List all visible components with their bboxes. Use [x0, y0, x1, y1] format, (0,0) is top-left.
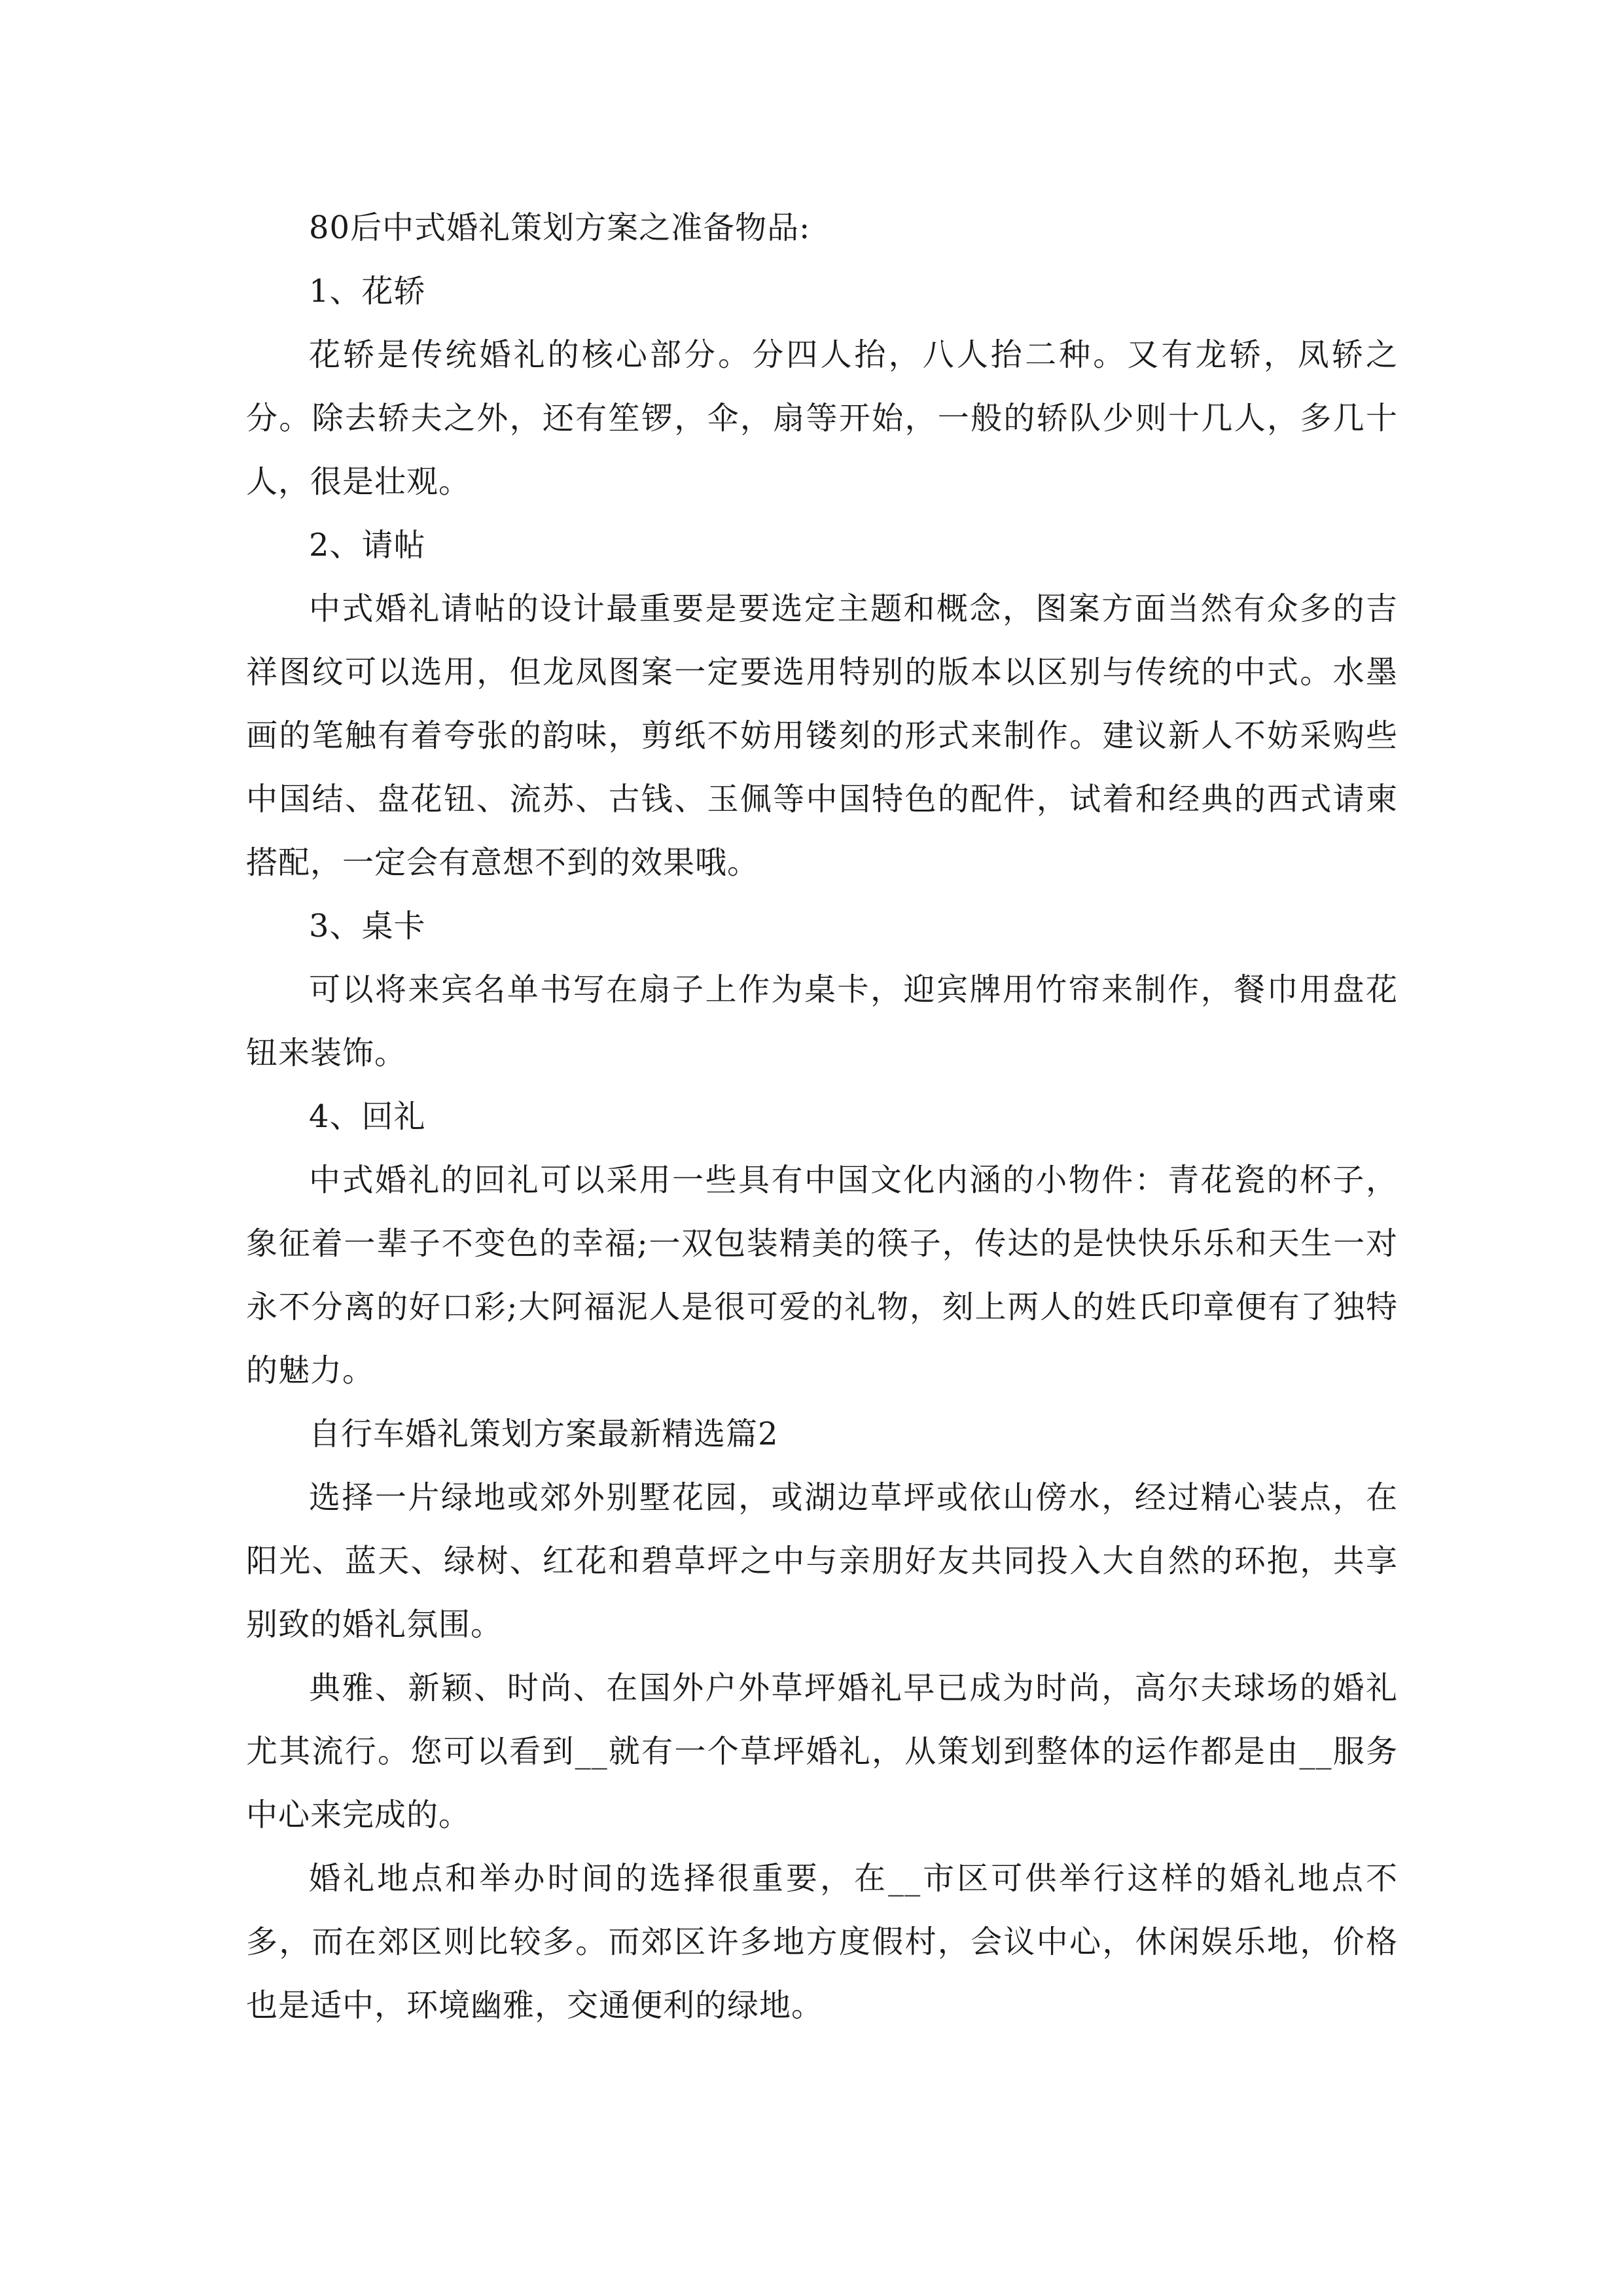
section-heading-invitation: 2、请帖 — [309, 527, 426, 564]
article-title-bicycle-wedding: 自行车婚礼策划方案最新精选篇2 — [309, 1416, 779, 1452]
paragraph-invitation: 中式婚礼请帖的设计最重要是要选定主题和概念，图案方面当然有众多的吉祥图纹可以选用，但龙凤图案一定要选用特别的版本以区别与传统的中式。水墨画的笔触有着夸张的韵味，剪纸不妨用镂刻的形式来制作。建议新人不妨采购些中国结、盘花钮、流苏、古钱、玉佩等中国特色的配件，试着和经典的西式请柬搭配，一定会有意想不到的效果哦。 — [246, 590, 1398, 881]
paragraph-return-gift: 中式婚礼的回礼可以采用一些具有中国文化内涵的小物件：青花瓷的杯子，象征着一辈子不变色的幸福;一双包装精美的筷子，传达的是快快乐乐和天生一对永不分离的好口彩;大阿福泥人是很可爱的礼物，刻上两人的姓氏印章便有了独特的魅力。 — [246, 1162, 1398, 1389]
section-heading-return-gift: 4、回礼 — [309, 1098, 426, 1135]
paragraph-flower-sedan: 花轿是传统婚礼的核心部分。分四人抬，八人抬二种。又有龙轿，凤轿之分。除去轿夫之外，还有笙锣，伞，扇等开始，一般的轿队少则十几人，多几十人，很是壮观。 — [246, 336, 1398, 500]
paragraph-outdoor-venue: 选择一片绿地或郊外别墅花园，或湖边草坪或依山傍水，经过精心装点，在阳光、蓝天、绿树、红花和碧草坪之中与亲朋好友共同投入大自然的环抱，共享别致的婚礼氛围。 — [246, 1479, 1398, 1643]
paragraph-table-card: 可以将来宾名单书写在扇子上作为桌卡，迎宾牌用竹帘来制作，餐巾用盘花钮来装饰。 — [246, 971, 1398, 1071]
section-heading-table-card: 3、桌卡 — [309, 908, 426, 944]
document-body — [246, 196, 1398, 2037]
paragraph-location-choice: 婚礼地点和举办时间的选择很重要，在__市区可供举行这样的婚礼地点不多，而在郊区则比较多。而郊区许多地方度假村，会议中心，休闲娱乐地，价格也是适中，环境幽雅，交通便利的绿地。 — [246, 1860, 1398, 2024]
intro-heading: 80后中式婚礼策划方案之准备物品: — [309, 209, 811, 246]
section-heading-flower-sedan: 1、花轿 — [309, 273, 426, 310]
paragraph-lawn-wedding: 典雅、新颖、时尚、在国外户外草坪婚礼早已成为时尚，高尔夫球场的婚礼尤其流行。您可以看到__就有一个草坪婚礼，从策划到整体的运作都是由__服务中心来完成的。 — [246, 1670, 1398, 1833]
